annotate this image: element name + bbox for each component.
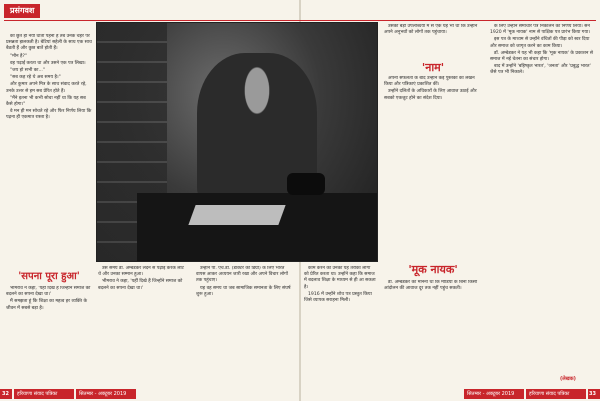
paragraph: उसकी बड़ी उपलब्धियों में से एक यह भी थी कि उन्होंने अपने अनुभवों को लोगों तक पहुंचाया। <box>384 24 478 36</box>
desk <box>137 193 377 261</box>
paragraph: मैं समझता हूं कि शिक्षा का महत्व हर व्यक्ति के जीवन में सबसे बड़ा है। <box>6 299 88 311</box>
paragraph: "मौन है?" <box>10 53 28 59</box>
paragraph: डॉ. अम्बेडकर ने यह भी कहा कि 'मूक नायक' के प्रकाशन से समाज में नई चेतना का संचार होगा। <box>490 50 593 63</box>
top-rule <box>4 20 596 21</box>
paragraph: वह पढ़ाई करता था और उसने एक पत्र लिखा। <box>10 60 86 66</box>
text-column-1 <box>6 34 92 234</box>
paragraph: डॉ. अम्बेडकर का मानना था कि मीडिया के बिना किसी आंदोलन की आवाज दूर तक नहीं पहुंच सकती। <box>384 280 478 292</box>
text-column-1b <box>6 286 92 384</box>
footer-right-date: सितम्बर - अक्टूबर 2019 <box>467 391 515 397</box>
paragraph: उन्होंने पी. एच.डी. (डॉक्टर की डिग्री) के लिए भारत वापस आकर अध्ययन जारी रखा और अपने विचार लोगों तक पहुंचाए। <box>196 266 288 284</box>
paragraph: उन्होंने दलितों के अधिकारों के लिए आवाज उठाई और सबको एकजुट होने का संदेश दिया। <box>384 89 477 101</box>
paragraph: भीमराव ने कहा, 'यहीं दिखे हैं जिन्होंने समाज को बदलने का सपना देखा था।' <box>98 279 183 291</box>
paragraph: और कुमार अपने मित्र के साथ संवाद करते रहे, उनके उत्तर से हम सब प्रेरित होते हैं। <box>6 82 87 94</box>
footer-left-page-number: 32 <box>2 391 9 397</box>
text-column-6 <box>490 24 594 372</box>
footer-right-title: हरियाणा संवाद पत्रिका <box>529 391 570 397</box>
text-column-4 <box>304 266 376 384</box>
paragraph: बाद में उन्होंने 'बहिष्कृत भारत', 'जनता' और 'प्रबुद्ध भारत' जैसे पत्र भी निकाले। <box>490 64 591 76</box>
subhead-naam: 'नाम' <box>421 61 445 74</box>
paragraph: भीमराव ने कहा, 'यहीं दिखे हैं जिन्होंने समाज को बदलने का सपना देखा था।' <box>6 286 91 298</box>
text-column-2 <box>98 266 188 384</box>
subhead-mook-nayak: 'मूक नायक' <box>408 263 458 276</box>
text-column-5b <box>384 76 482 246</box>
footer-left-title: हरियाणा संवाद पत्रिका <box>17 391 58 397</box>
paragraph: "सब कह रहे थे अब समय है।" <box>10 75 61 81</box>
paragraph: को छूते ही नयी धोती पहनी है तब उनके चेहरे पर प्रसन्नता झलकती है। बेटियां सहेली के साथ एक साथ बैठती हैं और कुछ बातें होती हैं। <box>6 34 92 52</box>
text-column-3 <box>196 266 294 384</box>
section-tag: प्रसंगवश <box>4 4 40 18</box>
paragraph: वे मन ही मन सोचते रहे और फिर निर्णय लिया कि पढ़ना ही एकमात्र रास्ता है। <box>6 109 92 121</box>
text-column-5c <box>384 280 482 384</box>
author-credit: (लेखक) <box>560 376 576 382</box>
historical-photo <box>96 22 378 262</box>
paragraph: के लिए उन्होंने समाचार पत्र निकालने का निर्णय लिया। सन 1920 में 'मूक नायक' नाम से पाक्षिक पत्र प्रारंभ किया गया। <box>490 24 590 36</box>
subhead-sapna: 'सपना पूरा हुआ' <box>18 271 80 282</box>
paragraph: काम करने का उनका यह तरीका लोगों को प्रेरित करता था। उन्होंने कहा कि समाज में बदलाव शिक्षा के माध्यम से ही आ सकता है। <box>304 266 376 290</box>
paragraph: 1916 में उन्होंने शोध पत्र प्रस्तुत किया जिसे व्यापक सराहना मिली। <box>304 291 372 304</box>
paragraph: यह वह समय था जब सामाजिक समानता के लिए संघर्ष शुरू हुआ। <box>196 285 291 297</box>
telephone <box>287 173 325 195</box>
paragraph: उस समय डॉ. अम्बेडकर लंदन से पढ़ाई करके लौटे थे और उनका सम्मान हुआ। <box>98 266 184 278</box>
paragraph: अपनी सफलता के बाद उन्होंने कई पुस्तकों का लेखन किया और पत्रिकाएं प्रकाशित कीं। <box>384 76 475 88</box>
paragraph: "मैंने इतना भी कभी सोचा नहीं था कि यह सब कैसे होगा।" <box>6 95 86 108</box>
footer-right-page-number: 33 <box>589 391 596 397</box>
paragraph: "जय हो सभी का..." <box>10 68 45 74</box>
papers <box>188 205 285 225</box>
paragraph: इस पत्र के माध्यम से उन्होंने वंचितों की पीड़ा को स्वर दिया और समाज को जागृत करने का काम किया। <box>490 37 590 49</box>
footer-left-date: सितम्बर - अक्टूबर 2019 <box>79 391 127 397</box>
